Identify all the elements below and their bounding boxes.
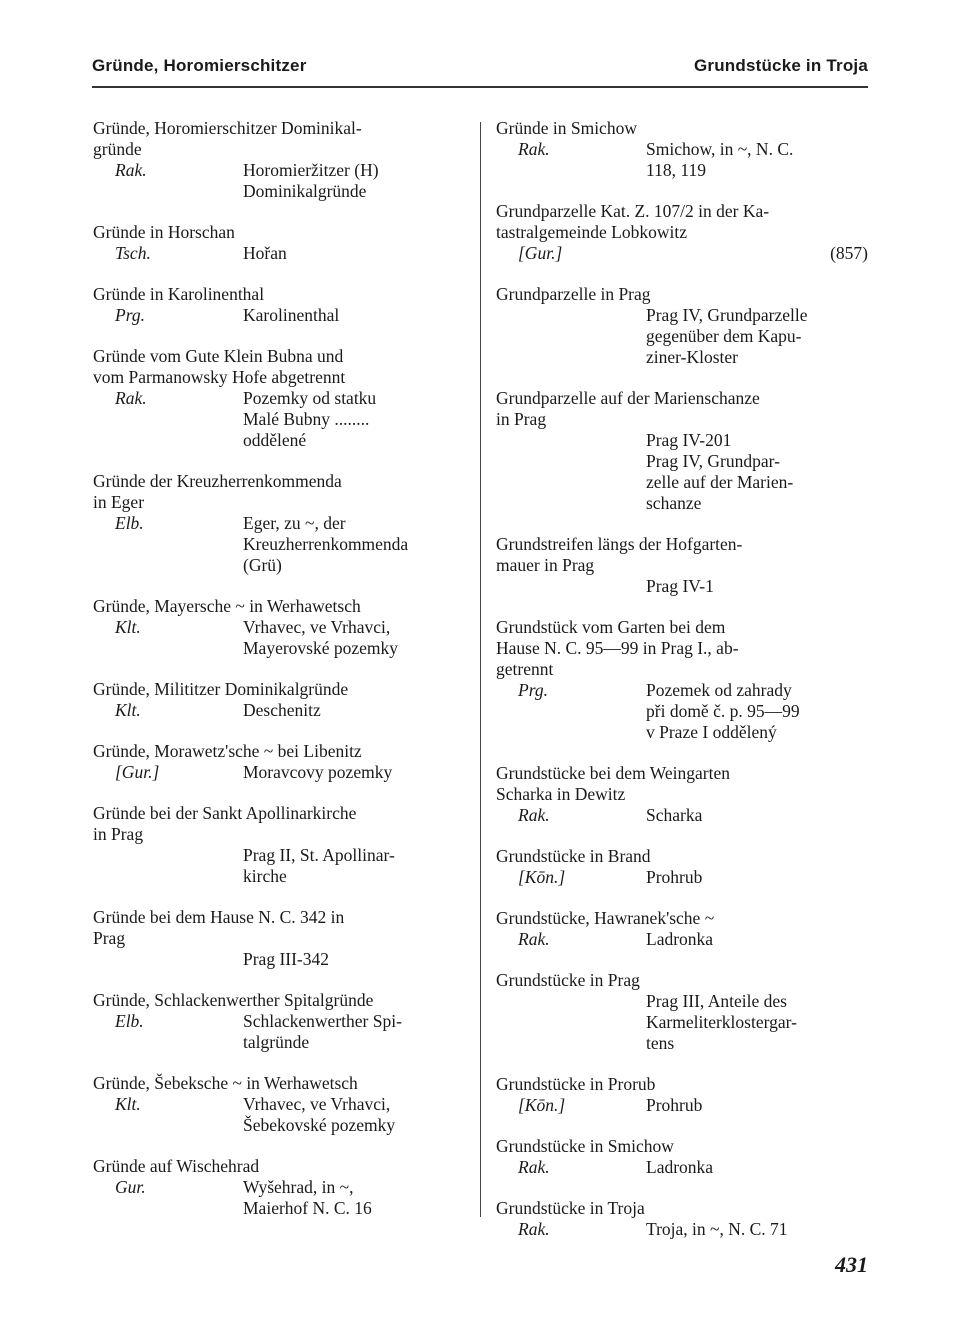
entry-heading bbox=[93, 346, 463, 388]
translation-line: Vrhavec, ve Vrhavci, bbox=[243, 617, 391, 637]
entry-heading bbox=[93, 284, 463, 305]
entry-heading bbox=[496, 617, 868, 680]
translation-line: Vrhavec, ve Vrhavci, bbox=[243, 1094, 391, 1114]
entry-translation-row bbox=[93, 845, 463, 887]
translation-line: Maierhof N. C. 16 bbox=[243, 1198, 372, 1218]
translation-line: Smichow, in ~, N. C. bbox=[646, 139, 794, 159]
translation bbox=[243, 305, 463, 326]
index-entry bbox=[496, 388, 868, 514]
region-abbreviation: Prg. bbox=[518, 680, 548, 700]
entry-translation-row bbox=[93, 305, 463, 326]
heading-line: Gründe, Mayersche ~ in Werhawetsch bbox=[93, 596, 361, 616]
translation bbox=[243, 388, 463, 451]
entry-heading bbox=[496, 1198, 868, 1219]
heading-line: Hause N. C. 95—99 in Prag I., ab- bbox=[496, 638, 739, 658]
entry-translation-row bbox=[496, 867, 868, 888]
index-entry bbox=[496, 970, 868, 1054]
region-abbreviation bbox=[496, 576, 646, 597]
index-entry bbox=[496, 1136, 868, 1178]
index-entry bbox=[496, 284, 868, 368]
entry-translation-row bbox=[93, 243, 463, 264]
entry-translation-row bbox=[496, 805, 868, 826]
region-abbreviation: [Kōn.] bbox=[518, 867, 566, 887]
index-entry bbox=[93, 741, 463, 783]
heading-line: Scharka in Dewitz bbox=[496, 784, 626, 804]
index-entry bbox=[496, 846, 868, 888]
right-column bbox=[496, 118, 868, 1260]
translation-line: 118, 119 bbox=[646, 160, 706, 180]
index-entry bbox=[93, 907, 463, 970]
entry-heading bbox=[496, 1074, 868, 1095]
entry-heading bbox=[93, 679, 463, 700]
heading-line: Grundparzelle Kat. Z. 107/2 in der Ka- bbox=[496, 201, 770, 221]
heading-line: Gründe, Schlackenwerther Spitalgründe bbox=[93, 990, 374, 1010]
translation bbox=[646, 929, 868, 950]
region-abbreviation: Gur. bbox=[115, 1177, 146, 1197]
entry-heading bbox=[496, 1136, 868, 1157]
translation bbox=[243, 1094, 463, 1136]
region-abbreviation bbox=[496, 305, 646, 368]
translation bbox=[646, 991, 868, 1054]
entry-heading bbox=[496, 534, 868, 576]
translation bbox=[646, 430, 868, 514]
entry-translation-row bbox=[496, 139, 868, 181]
index-entry bbox=[93, 1073, 463, 1136]
region-abbreviation bbox=[93, 845, 243, 887]
entry-heading bbox=[93, 990, 463, 1011]
translation-line: Wyšehrad, in ~, bbox=[243, 1177, 354, 1197]
translation bbox=[243, 1011, 463, 1053]
heading-line: mauer in Prag bbox=[496, 555, 595, 575]
translation-line: Dominikalgründe bbox=[243, 181, 367, 201]
entry-translation-row bbox=[496, 991, 868, 1054]
translation bbox=[243, 949, 463, 970]
heading-line: in Eger bbox=[93, 492, 145, 512]
region-abbreviation: Rak. bbox=[115, 160, 147, 180]
entry-heading bbox=[93, 803, 463, 845]
region-abbreviation: Elb. bbox=[115, 1011, 144, 1031]
heading-line: Grundstreifen längs der Hofgarten- bbox=[496, 534, 743, 554]
index-entry bbox=[496, 118, 868, 181]
entry-translation-row bbox=[93, 949, 463, 970]
translation-line: Prag IV-201 bbox=[646, 430, 732, 450]
heading-line: Gründe in Horschan bbox=[93, 222, 235, 242]
translation-line: ziner-Kloster bbox=[646, 347, 738, 367]
region-abbreviation: Rak. bbox=[518, 805, 550, 825]
translation-line: Pozemky od statku bbox=[243, 388, 377, 408]
header-right: Grundstücke in Troja bbox=[693, 56, 868, 75]
heading-line: tastralgemeinde Lobkowitz bbox=[496, 222, 687, 242]
translation-line: Kreuzherrenkommenda bbox=[243, 534, 409, 554]
translation-line: v Praze I oddělený bbox=[646, 722, 777, 742]
heading-line: Grundstücke in Prorub bbox=[496, 1074, 656, 1094]
translation bbox=[646, 576, 868, 597]
translation-line: (Grü) bbox=[243, 555, 282, 575]
index-entry bbox=[496, 763, 868, 826]
translation-line: schanze bbox=[646, 493, 702, 513]
entry-translation-row bbox=[93, 388, 463, 451]
index-entry bbox=[496, 201, 868, 264]
translation-line: Deschenitz bbox=[243, 700, 321, 720]
entry-translation-row bbox=[93, 1177, 463, 1219]
region-abbreviation: Elb. bbox=[115, 513, 144, 533]
translation bbox=[646, 1157, 868, 1178]
entry-translation-row bbox=[496, 1095, 868, 1116]
translation-line: při domě č. p. 95—99 bbox=[646, 701, 800, 721]
region-abbreviation: Rak. bbox=[518, 1219, 550, 1239]
translation bbox=[646, 139, 868, 181]
translation-line: Pozemek od zahrady bbox=[646, 680, 792, 700]
region-abbreviation: Tsch. bbox=[115, 243, 151, 263]
index-entry bbox=[93, 990, 463, 1053]
index-entry bbox=[93, 803, 463, 887]
page-number: 431 bbox=[835, 1252, 868, 1277]
heading-line: Grundstücke in Prag bbox=[496, 970, 640, 990]
region-abbreviation bbox=[93, 949, 243, 970]
entry-translation-row bbox=[496, 1157, 868, 1178]
translation bbox=[243, 513, 463, 576]
translation-line: Prag III, Anteile des bbox=[646, 991, 787, 1011]
heading-line: Grundstücke, Hawranek'sche ~ bbox=[496, 908, 715, 928]
entry-heading bbox=[496, 118, 868, 139]
translation-line: Prohrub bbox=[646, 867, 703, 887]
heading-line: Grundstück vom Garten bei dem bbox=[496, 617, 726, 637]
heading-line: in Prag bbox=[496, 409, 547, 429]
region-abbreviation: Rak. bbox=[518, 929, 550, 949]
entry-translation-row bbox=[496, 576, 868, 597]
index-entry bbox=[496, 1074, 868, 1116]
reference-number: (857) bbox=[830, 243, 868, 263]
translation-line: gegenüber dem Kapu- bbox=[646, 326, 802, 346]
entry-heading bbox=[496, 970, 868, 991]
heading-line: getrennt bbox=[496, 659, 554, 679]
region-abbreviation: Klt. bbox=[115, 700, 141, 720]
translation-line: Šebekovské pozemky bbox=[243, 1115, 396, 1135]
translation bbox=[243, 160, 463, 202]
region-abbreviation: Prg. bbox=[115, 305, 145, 325]
running-header bbox=[92, 56, 868, 84]
translation bbox=[243, 1177, 463, 1219]
translation-line: talgründe bbox=[243, 1032, 310, 1052]
translation bbox=[646, 1219, 868, 1240]
translation-line: Ladronka bbox=[646, 1157, 714, 1177]
entry-heading bbox=[496, 908, 868, 929]
entry-translation-row bbox=[93, 700, 463, 721]
heading-line: Gründe auf Wischehrad bbox=[93, 1156, 260, 1176]
region-abbreviation: [Gur.] bbox=[115, 762, 160, 782]
translation-line: Karmeliterklostergar- bbox=[646, 1012, 797, 1032]
heading-line: Prag bbox=[93, 928, 126, 948]
translation-line: Schlackenwerther Spi- bbox=[243, 1011, 402, 1031]
entry-translation-row bbox=[93, 617, 463, 659]
heading-line: Gründe der Kreuzherrenkommenda bbox=[93, 471, 342, 491]
region-abbreviation: Rak. bbox=[115, 388, 147, 408]
entry-translation-row bbox=[496, 929, 868, 950]
heading-line: Gründe in Smichow bbox=[496, 118, 637, 138]
heading-line: Gründe bei dem Hause N. C. 342 in bbox=[93, 907, 345, 927]
heading-line: Gründe vom Gute Klein Bubna und bbox=[93, 346, 344, 366]
entry-heading bbox=[496, 284, 868, 305]
translation bbox=[646, 867, 868, 888]
heading-line: Gründe bei der Sankt Apollinarkirche bbox=[93, 803, 357, 823]
translation-line: Eger, zu ~, der bbox=[243, 513, 346, 533]
heading-line: vom Parmanowsky Hofe abgetrennt bbox=[93, 367, 346, 387]
entry-heading bbox=[93, 1156, 463, 1177]
heading-line: Gründe, Morawetz'sche ~ bei Libenitz bbox=[93, 741, 362, 761]
entry-heading bbox=[93, 1073, 463, 1094]
region-abbreviation: Rak. bbox=[518, 1157, 550, 1177]
heading-line: Gründe, Šebeksche ~ in Werhawetsch bbox=[93, 1073, 358, 1093]
entry-translation-row bbox=[496, 680, 868, 743]
entry-translation-row bbox=[93, 762, 463, 783]
translation-line: Ladronka bbox=[646, 929, 714, 949]
translation bbox=[243, 700, 463, 721]
translation-line: Prohrub bbox=[646, 1095, 703, 1115]
translation-line: Prag III-342 bbox=[243, 949, 330, 969]
entry-translation-row bbox=[496, 305, 868, 368]
entry-translation-row bbox=[93, 1011, 463, 1053]
translation bbox=[646, 1095, 868, 1116]
translation bbox=[243, 243, 463, 264]
entry-heading bbox=[93, 118, 463, 160]
heading-line: Grundstücke in Brand bbox=[496, 846, 651, 866]
header-rule bbox=[92, 86, 868, 88]
entry-heading bbox=[93, 907, 463, 949]
translation-line: Troja, in ~, N. C. 71 bbox=[646, 1219, 788, 1239]
index-entry bbox=[93, 1156, 463, 1219]
entry-heading bbox=[496, 846, 868, 867]
translation-line: Scharka bbox=[646, 805, 703, 825]
translation bbox=[243, 762, 463, 783]
heading-line: Gründe, Horomierschitzer Dominikal- bbox=[93, 118, 362, 138]
heading-line: Grundstücke in Troja bbox=[496, 1198, 645, 1218]
region-abbreviation: [Kōn.] bbox=[518, 1095, 566, 1115]
index-entry bbox=[93, 346, 463, 451]
heading-line: gründe bbox=[93, 139, 142, 159]
translation-line: Prag IV-1 bbox=[646, 576, 714, 596]
index-entry bbox=[93, 222, 463, 264]
index-entry bbox=[93, 118, 463, 202]
region-abbreviation: Klt. bbox=[115, 1094, 141, 1114]
heading-line: Grundparzelle auf der Marienschanze bbox=[496, 388, 760, 408]
heading-line: Grundparzelle in Prag bbox=[496, 284, 651, 304]
index-entry bbox=[496, 617, 868, 743]
translation bbox=[646, 243, 868, 264]
entry-heading bbox=[93, 222, 463, 243]
translation bbox=[646, 805, 868, 826]
entry-translation-row bbox=[496, 1219, 868, 1240]
translation-line: Moravcovy pozemky bbox=[243, 762, 393, 782]
region-abbreviation bbox=[496, 430, 646, 514]
translation-line: Prag IV, Grundparzelle bbox=[646, 305, 808, 325]
translation-line: Prag II, St. Apollinar- bbox=[243, 845, 395, 865]
entry-heading bbox=[496, 763, 868, 805]
translation-line: Karolinenthal bbox=[243, 305, 340, 325]
index-entry bbox=[93, 284, 463, 326]
entry-translation-row bbox=[496, 243, 868, 264]
entry-translation-row bbox=[93, 513, 463, 576]
index-entry bbox=[93, 596, 463, 659]
left-column bbox=[93, 118, 463, 1239]
entry-heading bbox=[496, 201, 868, 243]
translation-line: kirche bbox=[243, 866, 287, 886]
translation bbox=[646, 305, 868, 368]
heading-line: Grundstücke bei dem Weingarten bbox=[496, 763, 730, 783]
entry-heading bbox=[93, 471, 463, 513]
index-entry bbox=[496, 1198, 868, 1240]
heading-line: in Prag bbox=[93, 824, 144, 844]
entry-translation-row bbox=[93, 1094, 463, 1136]
index-entry bbox=[93, 679, 463, 721]
entry-heading bbox=[93, 596, 463, 617]
column-divider bbox=[480, 122, 481, 1217]
heading-line: Grundstücke in Smichow bbox=[496, 1136, 674, 1156]
translation-line: Hořan bbox=[243, 243, 287, 263]
header-left: Gründe, Horomierschitzer bbox=[92, 56, 307, 75]
translation-line: Prag IV, Grundpar- bbox=[646, 451, 780, 471]
translation-line: Horomieržitzer (H) bbox=[243, 160, 379, 180]
translation-line: Mayerovské pozemky bbox=[243, 638, 399, 658]
region-abbreviation: [Gur.] bbox=[518, 243, 563, 263]
entry-translation-row bbox=[496, 430, 868, 514]
index-entry bbox=[496, 534, 868, 597]
translation-line: zelle auf der Marien- bbox=[646, 472, 794, 492]
translation bbox=[646, 680, 868, 743]
translation bbox=[243, 617, 463, 659]
heading-line: Gründe in Karolinenthal bbox=[93, 284, 265, 304]
translation-line: oddělené bbox=[243, 430, 307, 450]
translation-line: Malé Bubny ........ bbox=[243, 409, 370, 429]
heading-line: Gründe, Milititzer Dominikalgründe bbox=[93, 679, 349, 699]
translation bbox=[243, 845, 463, 887]
index-entry bbox=[496, 908, 868, 950]
region-abbreviation: Rak. bbox=[518, 139, 550, 159]
entry-heading bbox=[496, 388, 868, 430]
entry-translation-row bbox=[93, 160, 463, 202]
region-abbreviation bbox=[496, 991, 646, 1054]
region-abbreviation: Klt. bbox=[115, 617, 141, 637]
entry-heading bbox=[93, 741, 463, 762]
translation-line: tens bbox=[646, 1033, 675, 1053]
index-entry bbox=[93, 471, 463, 576]
